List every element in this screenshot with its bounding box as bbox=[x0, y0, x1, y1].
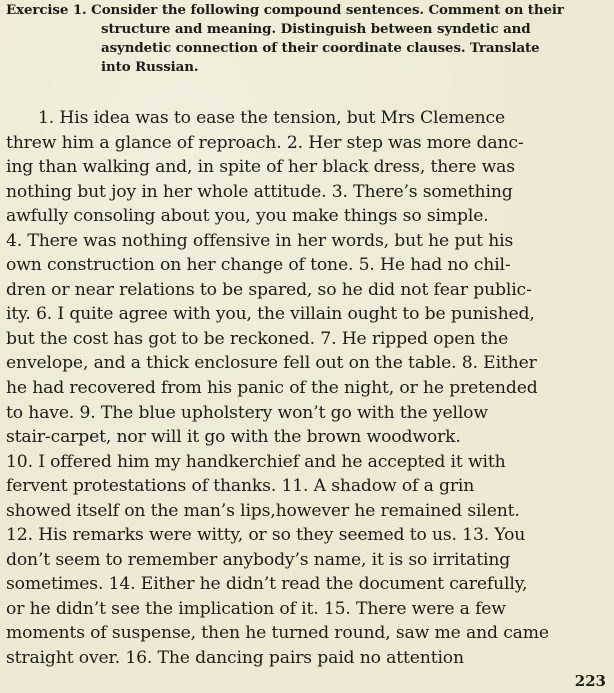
text-line: to have. 9. The blue upholstery won’t go with the yellow bbox=[6, 402, 488, 423]
text-line: ing than walking and, in spite of her black dress, there was bbox=[6, 157, 515, 178]
text-line: but the cost has got to be reckoned. 7. He ripped open the bbox=[6, 328, 509, 349]
text-line: straight over. 16. The dancing pairs paid no attention bbox=[6, 648, 464, 669]
text-line: envelope, and a thick enclosure fell out on the table. 8. Either bbox=[6, 353, 537, 374]
heading-line: Exercise 1. Consider the following compound sentences. Comment on their bbox=[6, 2, 564, 18]
exercise-sentences bbox=[6, 106, 610, 671]
text-line: 10. I offered him my handkerchief and he accepted it with bbox=[6, 451, 506, 472]
text-line: 4. There was nothing offensive in her words, but he put his bbox=[6, 230, 514, 251]
heading-line: structure and meaning. Distinguish between syndetic and bbox=[101, 21, 531, 37]
exercise-heading bbox=[6, 1, 602, 77]
text-line: moments of suspense, then he turned round, saw me and came bbox=[6, 623, 549, 644]
text-line: or he didn’t see the implication of it. 15. There were a few bbox=[6, 598, 506, 619]
heading-line: into Russian. bbox=[101, 59, 199, 75]
text-line: own construction on her change of tone. 5. He had no chil- bbox=[6, 255, 511, 276]
text-line: ity. 6. I quite agree with you, the villain ought to be punished, bbox=[6, 304, 535, 325]
text-line: dren or near relations to be spared, so he did not fear public- bbox=[6, 279, 532, 300]
text-line: sometimes. 14. Either he didn’t read the document carefully, bbox=[6, 574, 528, 595]
text-line: nothing but joy in her whole attitude. 3. There’s something bbox=[6, 181, 513, 202]
text-line: 1. His idea was to ease the tension, but Mrs Clemence bbox=[38, 108, 506, 128]
text-line: stair-carpet, nor will it go with the brown woodwork. bbox=[6, 427, 461, 448]
text-line: 12. His remarks were witty, or so they seemed to us. 13. You bbox=[6, 525, 526, 546]
text-line: don’t seem to remember anybody’s name, it is so irritating bbox=[6, 549, 511, 570]
heading-line: asyndetic connection of their coordinate clauses. Translate bbox=[101, 40, 540, 56]
text-line: threw him a glance of reproach. 2. Her step was more danc- bbox=[6, 132, 524, 153]
page-number: 223 bbox=[574, 672, 606, 690]
text-line: fervent protestations of thanks. 11. A shadow of a grin bbox=[6, 476, 475, 497]
text-line: he had recovered from his panic of the night, or he pretended bbox=[6, 378, 538, 399]
text-line: awfully consoling about you, you make things so simple. bbox=[6, 206, 489, 227]
text-line: showed itself on the man’s lips,however he remained silent. bbox=[6, 500, 520, 521]
